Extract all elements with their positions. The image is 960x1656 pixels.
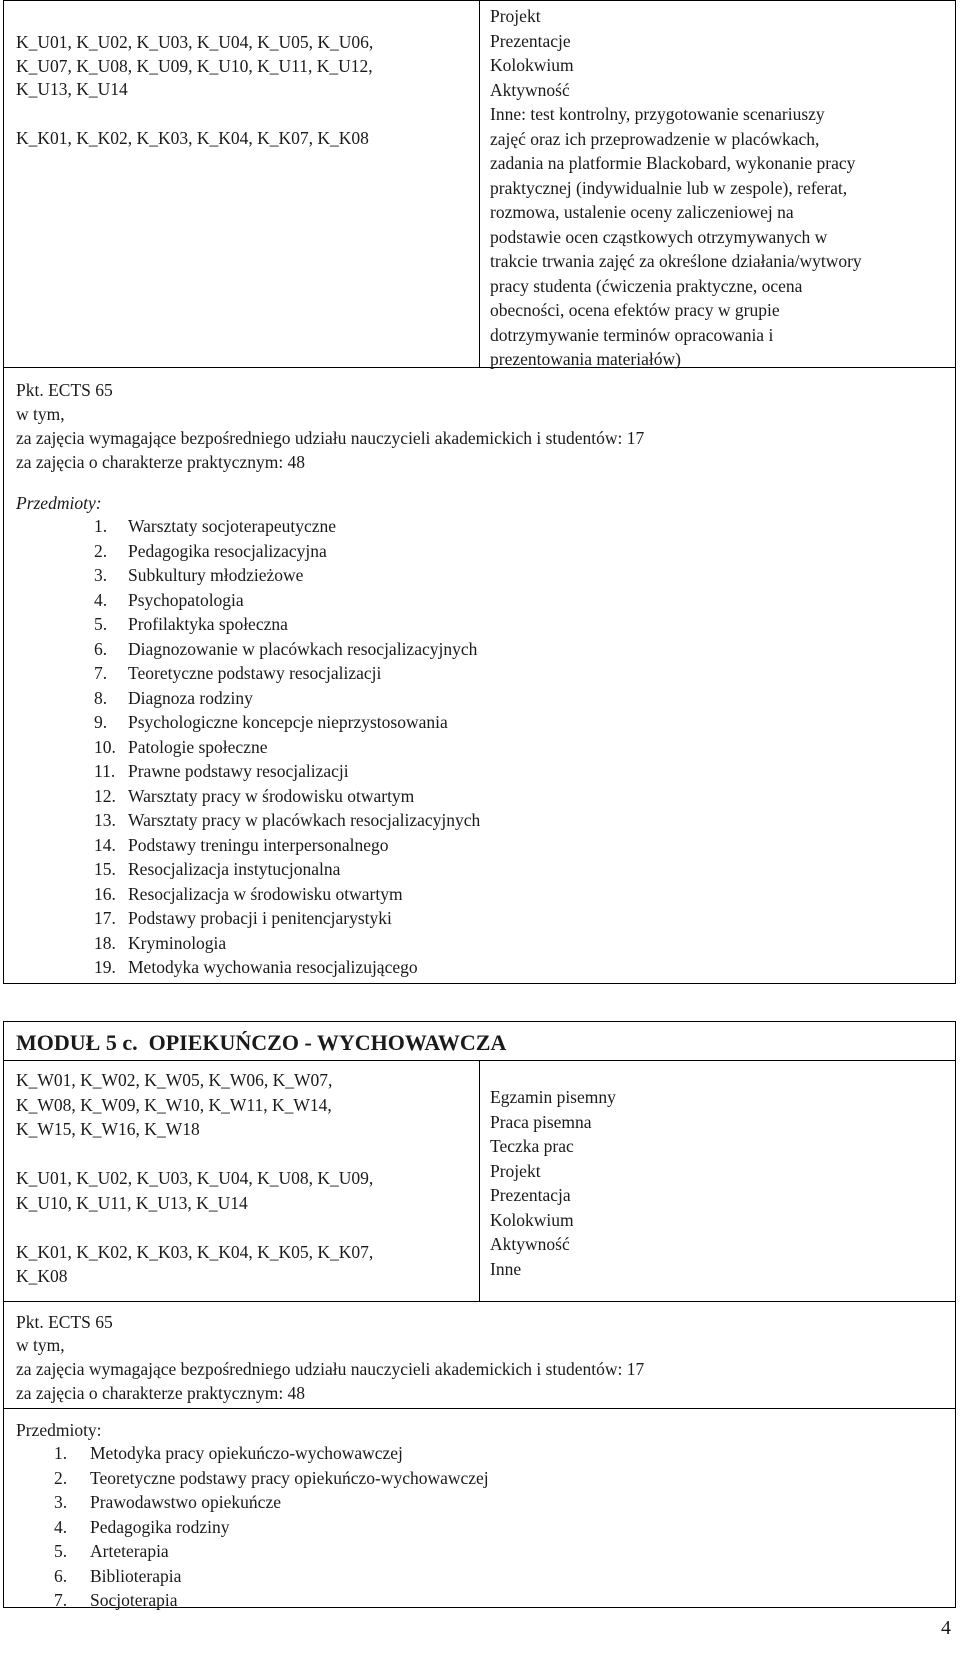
method-line: trakcie trwania zajęć za określone działania/wytwory — [490, 251, 862, 271]
learning-outcome-codes-block — [16, 1068, 476, 1289]
method-line: Kolokwium — [490, 1209, 574, 1230]
list-item: 17. Podstawy probacji i penitencjarystyki — [94, 908, 392, 928]
ects-detail: w tym, — [16, 1335, 65, 1355]
learning-outcome-codes: K_K08 — [16, 1266, 68, 1286]
method-line: Aktywność — [490, 1234, 570, 1254]
list-item: 10. Patologie społeczne — [94, 736, 268, 757]
list-item: 14. Podstawy treningu interpersonalnego — [94, 834, 389, 855]
ects-title: Pkt. ECTS 65 — [16, 1312, 113, 1332]
bottom-grid-separator — [3, 1301, 956, 1302]
subjects-title: Przedmioty: — [16, 1420, 102, 1440]
ects-detail: w tym, — [16, 404, 65, 424]
learning-outcome-codes: K_K01, K_K02, K_K03, K_K04, K_K07, K_K08 — [16, 128, 369, 148]
list-item: 16. Resocjalizacja w środowisku otwartym — [94, 883, 403, 904]
ects-detail: za zajęcia wymagające bezpośredniego udziału nauczycieli akademickich i studentów: 17 — [16, 428, 645, 448]
ects-title: Pkt. ECTS 65 — [16, 380, 113, 400]
list-item: 12. Warsztaty pracy w środowisku otwartym — [94, 785, 415, 806]
list-item: 3. Subkultury młodzieżowe — [94, 565, 304, 585]
method-line: praktycznej (indywidualnie lub w zespole), referat, — [490, 177, 848, 198]
top-column-separator — [479, 0, 480, 368]
list-item: 7. Socjoterapia — [54, 1590, 178, 1610]
learning-outcome-codes: K_U10, K_U11, K_U13, K_U14 — [16, 1192, 248, 1213]
module-heading-title: OPIEKUŃCZO - WYCHOWAWCZA — [148, 1030, 507, 1055]
list-item: 8. Diagnoza rodziny — [94, 687, 253, 708]
ects-detail: za zajęcia o charakterze praktycznym: 48 — [16, 1383, 306, 1403]
learning-outcome-codes: K_U01, K_U02, K_U03, K_U04, K_U08, K_U09, — [16, 1168, 374, 1188]
method-line: podstawie ocen cząstkowych otrzymywanych w — [490, 226, 828, 247]
subjects-title: Przedmioty: — [16, 493, 102, 513]
list-item: 5. Profilaktyka społeczna — [94, 614, 288, 634]
learning-outcome-codes: K_U01, K_U02, K_U03, K_U04, K_U05, K_U06, — [16, 32, 374, 52]
method-line: prezentowania materiałów) — [490, 349, 681, 369]
method-line: Egzamin pisemny — [490, 1087, 616, 1107]
spacer — [16, 1142, 476, 1167]
list-item: 6. Biblioterapia — [54, 1565, 182, 1586]
method-line: Prezentacje — [490, 30, 571, 51]
ects-detail: za zajęcia o charakterze praktycznym: 48 — [16, 452, 306, 472]
page-number: 4 — [941, 1617, 951, 1639]
method-line: zajęć oraz ich przeprowadzenie w placówkach, — [490, 128, 820, 149]
method-line: Inne: test kontrolny, przygotowanie scenariuszy — [490, 104, 825, 124]
learning-outcome-codes: K_U13, K_U14 — [16, 79, 128, 99]
list-item: 7. Teoretyczne podstawy resocjalizacji — [94, 663, 382, 683]
list-item: 1. Metodyka pracy opiekuńczo-wychowawczej — [54, 1443, 403, 1463]
learning-outcome-codes: K_W08, K_W09, K_W10, K_W11, K_W14, — [16, 1094, 332, 1115]
list-item: 18. Kryminologia — [94, 932, 227, 953]
list-item: 9. Psychologiczne koncepcje nieprzystosowania — [94, 712, 448, 732]
learning-outcome-codes: K_K01, K_K02, K_K03, K_K04, K_K05, K_K07, — [16, 1241, 374, 1262]
method-line: Projekt — [490, 1160, 541, 1181]
method-line: Prezentacja — [490, 1185, 571, 1205]
list-item: 13. Warsztaty pracy w placówkach resocjalizacyjnych — [94, 810, 481, 830]
list-item: 15. Resocjalizacja instytucjonalna — [94, 859, 341, 879]
list-item: 3. Prawodawstwo opiekuńcze — [54, 1492, 281, 1512]
list-item: 19. Metodyka wychowania resocjalizującego — [94, 957, 418, 977]
list-item: 4. Pedagogika rodziny — [54, 1516, 230, 1537]
method-line: Inne — [490, 1258, 522, 1279]
list-item: 5. Arteterapia — [54, 1541, 169, 1561]
module-heading-number: MODUŁ 5 c. — [16, 1030, 138, 1055]
method-line: Teczka prac — [490, 1136, 574, 1156]
method-line: dotrzymywanie terminów opracowania i — [490, 324, 774, 345]
subjects-list — [54, 1441, 654, 1613]
learning-outcome-codes: K_U07, K_U08, K_U09, K_U10, K_U11, K_U12, — [16, 56, 373, 76]
method-line: pracy studenta (ćwiczenia praktyczne, ocena — [490, 275, 803, 296]
learning-outcome-codes: K_W15, K_W16, K_W18 — [16, 1119, 200, 1139]
list-item: 1. Warsztaty socjoterapeutyczne — [94, 516, 337, 536]
list-item: 11. Prawne podstawy resocjalizacji — [94, 761, 349, 781]
method-line: Praca pisemna — [490, 1111, 592, 1132]
module-heading — [16, 1028, 506, 1058]
ects-detail: za zajęcia wymagające bezpośredniego udziału nauczycieli akademickich i studentów: 17 — [16, 1359, 645, 1379]
spacer — [16, 1215, 476, 1240]
method-line: obecności, ocena efektów pracy w grupie — [490, 300, 780, 320]
method-line: Projekt — [490, 6, 541, 26]
ects-subjects-separator — [3, 1408, 956, 1409]
list-item: 2. Pedagogika resocjalizacyjna — [94, 540, 327, 561]
list-item: 4. Psychopatologia — [94, 589, 244, 610]
assessment-methods — [490, 4, 950, 372]
method-line: Kolokwium — [490, 55, 574, 75]
learning-outcome-codes: K_W01, K_W02, K_W05, K_W06, K_W07, — [16, 1070, 333, 1090]
method-line: zadania na platformie Blackobard, wykonanie pracy — [490, 153, 856, 173]
subjects-list — [94, 514, 694, 980]
assessment-methods — [490, 1085, 950, 1281]
list-item: 2. Teoretyczne podstawy pracy opiekuńczo-wychowawczej — [54, 1467, 489, 1488]
method-line: rozmowa, ustalenie oceny zaliczeniowej na — [490, 202, 794, 222]
bottom-column-separator — [479, 1060, 480, 1302]
list-item: 6. Diagnozowanie w placówkach resocjalizacyjnych — [94, 638, 478, 659]
method-line: Aktywność — [490, 79, 570, 100]
